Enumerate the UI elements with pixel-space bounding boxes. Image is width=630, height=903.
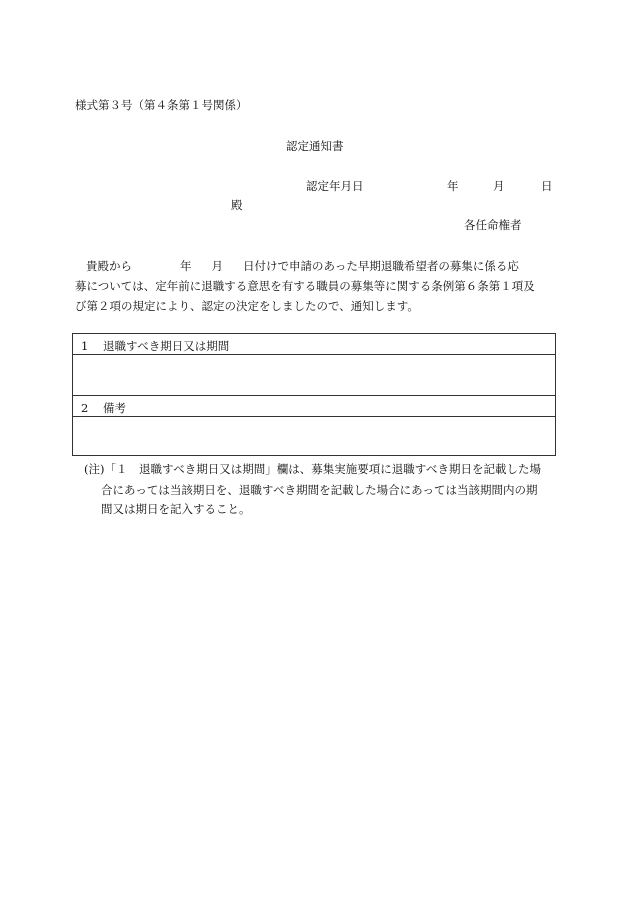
table-row-retirement-date-field[interactable]: [73, 355, 555, 396]
info-table: [72, 333, 556, 456]
table-row-retirement-date-header: [73, 334, 555, 355]
body-month-label: 月: [211, 259, 223, 273]
certification-date-label: 認定年月日: [306, 179, 364, 193]
table-row-remarks-field[interactable]: [73, 417, 555, 455]
body-rest-text: 日付けで申請のあった早期退職希望者の募集に係る応: [243, 259, 519, 273]
sender-name: 各任命権者: [464, 218, 522, 232]
date-year-label: 年: [447, 179, 459, 193]
date-month-label: 月: [493, 179, 505, 193]
body-paragraph-line-2: 募については、定年前に退職する意思を有する職員の募集等に関する条例第６条第１項及: [75, 279, 535, 293]
date-day-label: 日: [541, 179, 553, 193]
document-title: 認定通知書: [286, 139, 344, 153]
form-number: 様式第３号（第４条第１号関係）: [75, 98, 248, 112]
note-line-2: 合にあっては当該期日を、退職すべき期間を記載した場合にあっては当該期間内の期: [101, 483, 538, 497]
note-line-1: (注)「１ 退職すべき期日又は期間」欄は、募集実施要項に退職すべき期日を記載した場: [84, 462, 542, 476]
note-line-3: 間又は期日を記入すること。: [101, 502, 251, 516]
row-2-label: 備考: [103, 401, 126, 415]
body-paragraph-line-3: び第２項の規定により、認定の決定をしましたので、通知します。: [75, 299, 419, 313]
row-2-number: 2: [81, 401, 89, 415]
table-row-remarks-header: [73, 396, 555, 417]
row-1-number: 1: [81, 339, 89, 353]
body-from-text: 貴殿から: [86, 259, 132, 273]
body-paragraph-line-1: [75, 258, 519, 274]
addressee-honorific: 殿: [231, 198, 243, 212]
row-1-label: 退職すべき期日又は期間: [103, 339, 230, 353]
body-year-label: 年: [180, 259, 192, 273]
